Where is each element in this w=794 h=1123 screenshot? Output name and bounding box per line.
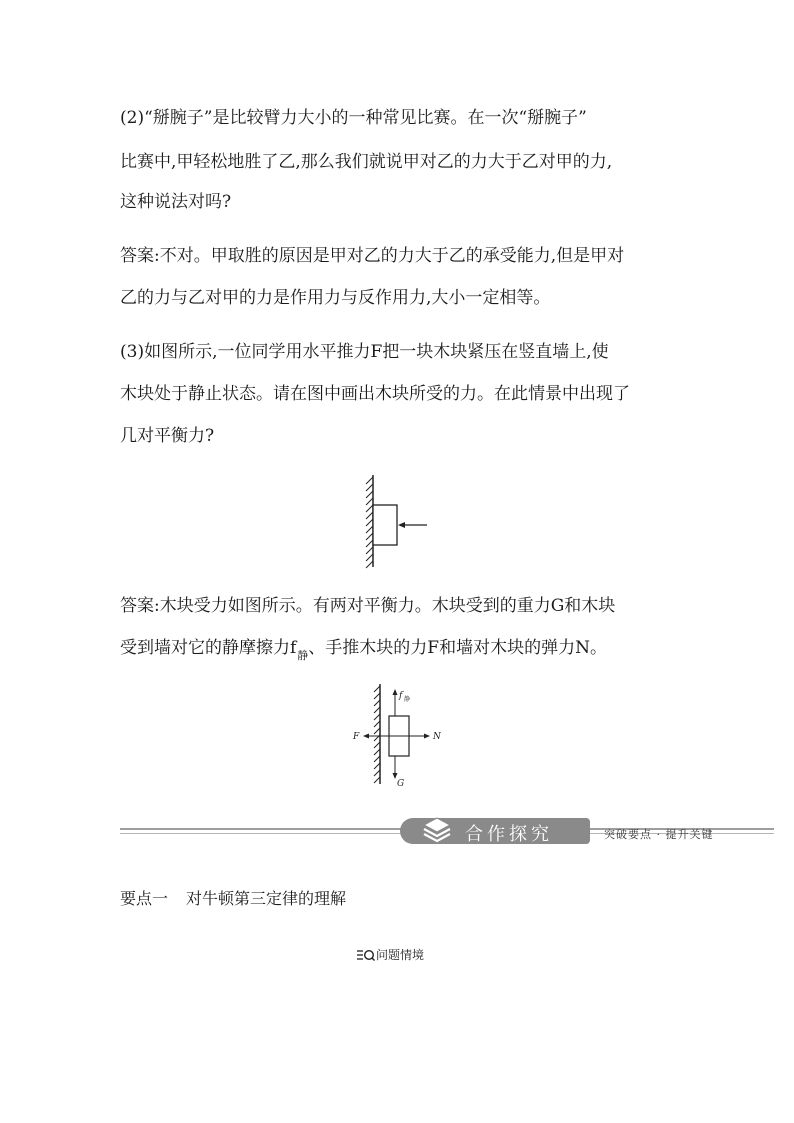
point1-heading	[120, 886, 346, 909]
question2-line2: 比赛中,甲轻松地胜了乙,那么我们就说甲对乙的力大于乙对甲的力,	[120, 152, 613, 172]
answer2-line2: 乙的力与乙对甲的力是作用力与反作用力,大小一定相等。	[120, 288, 551, 308]
friction-subscript: 静	[297, 649, 309, 662]
left-rule	[120, 828, 405, 830]
section-banner	[120, 810, 774, 850]
friction-sub-label: 静	[404, 696, 411, 703]
situation-text: 问题情境	[376, 948, 425, 962]
wall-block-figure	[360, 475, 440, 570]
push-force-arrowhead	[363, 734, 369, 739]
question2-line1: (2)“掰腕子”是比较臂力大小的一种常见比赛。在一次“掰腕子”	[120, 108, 587, 128]
answer3-line2-post: 、手推木块的力F和墙对木块的弹力N。	[308, 638, 607, 658]
normal-force-label: N	[433, 732, 441, 742]
situation-label	[356, 946, 424, 963]
answer3-line1: 答案:木块受力如图所示。有两对平衡力。木块受到的重力G和木块	[120, 596, 616, 616]
section-tagline: 突破要点 · 提升关键	[604, 828, 714, 841]
wooden-block	[373, 505, 397, 545]
question3-line1: (3)如图所示,一位同学用水平推力F把一块木块紧压在竖直墙上,使	[120, 342, 609, 362]
answer3-line2	[120, 638, 680, 662]
question3-line2: 木块处于静止状态。请在图中画出木块所受的力。在此情景中出现了	[120, 384, 630, 404]
layers-icon	[422, 816, 452, 844]
question3-line3: 几对平衡力?	[120, 426, 215, 446]
wall-hatching	[374, 686, 380, 783]
push-force-label: F	[353, 732, 360, 742]
left-rule-thin	[120, 833, 405, 834]
push-arrowhead	[398, 522, 405, 528]
gravity-label: G	[397, 779, 405, 789]
section-title: 合作探究	[465, 824, 553, 845]
point1-text: 对牛顿第三定律的理解	[186, 889, 347, 908]
answer3-line2-pre: 受到墙对它的静摩擦力f	[120, 638, 297, 658]
normal-force-arrowhead	[424, 734, 430, 739]
friction-arrowhead	[393, 689, 398, 695]
wall-hatching	[366, 477, 373, 568]
answer2-line1: 答案:不对。甲取胜的原因是甲对乙的力大于乙的承受能力,但是甲对	[120, 246, 625, 266]
friction-label: f	[399, 691, 403, 701]
force-diagram-figure	[350, 684, 450, 794]
point1-label: 要点一	[120, 889, 169, 908]
question2-line3: 这种说法对吗?	[120, 192, 232, 212]
situation-icon	[356, 949, 376, 961]
